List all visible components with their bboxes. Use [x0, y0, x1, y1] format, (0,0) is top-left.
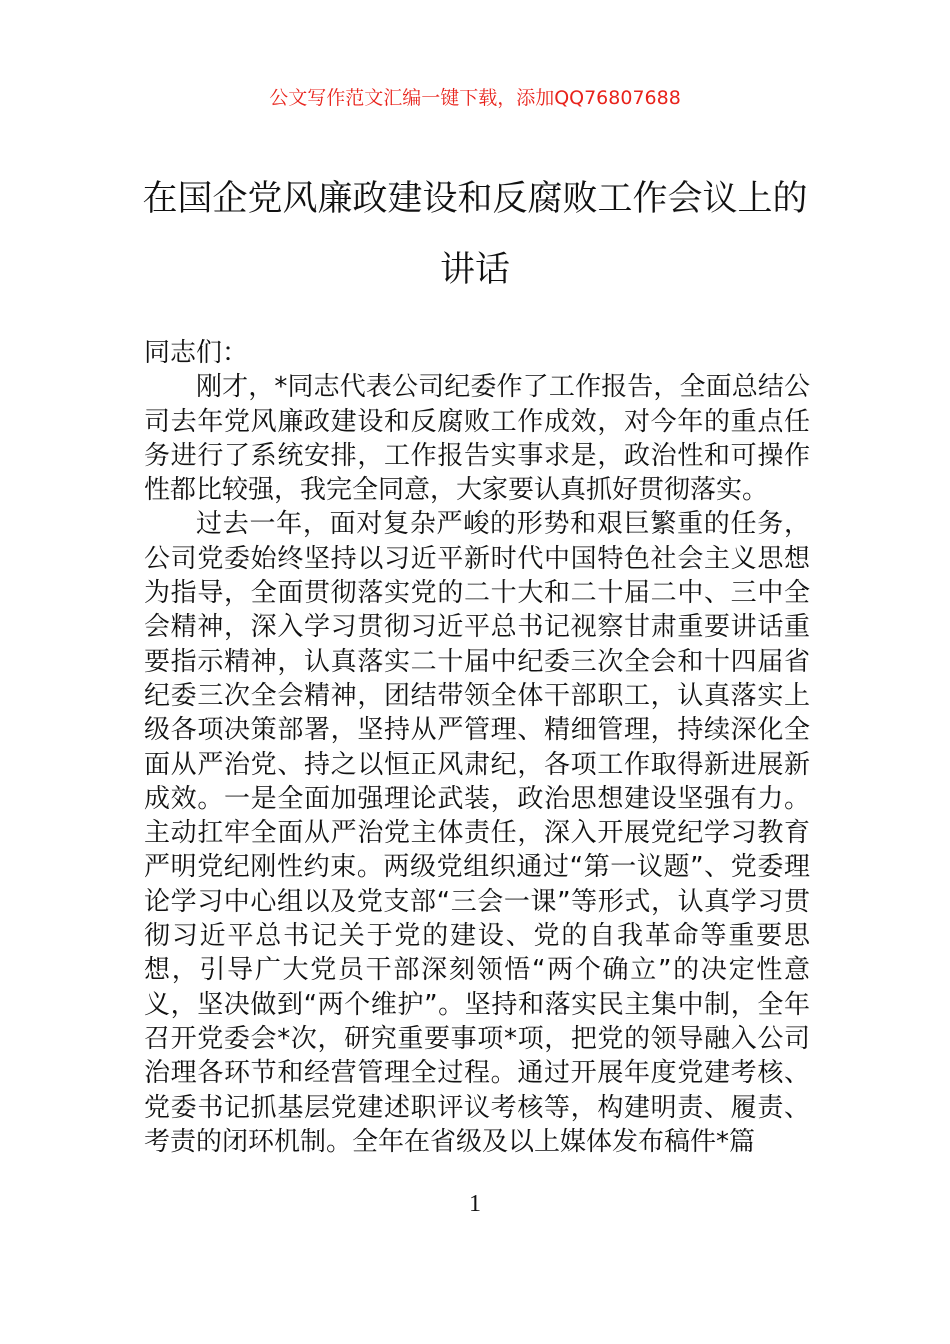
paragraph-1: 刚才，*同志代表公司纪委作了工作报告，全面总结公司去年党风廉政建设和反腐败工作成效，对今年的重点任务进行了系统安排，工作报告实事求是，政治性和可操作性都比较强，我完全同意，大家要认真抓好贯彻落实。: [144, 372, 810, 506]
salutation: 同志们：: [144, 338, 249, 368]
document-title: 在国企党风廉政建设和反腐败工作会议上的讲话: [142, 179, 808, 290]
header-banner: 公文写作范文汇编一键下载，添加QQ76807688: [269, 87, 681, 109]
page-number: 1: [469, 1191, 481, 1217]
paragraph-2: 过去一年，面对复杂严峻的形势和艰巨繁重的任务，公司党委始终坚持以习近平新时代中国特色社会主义思想为指导，全面贯彻落实党的二十大和二十届二中、三中全会精神，深入学习贯彻习近平总书记视察甘肃重要讲话重要指示精神，认真落实二十届中纪委三次全会和十四届省纪委三次全会精神，团结带领全体干部职工，认真落实上级各项决策部署，坚持从严管理、精细管理，持续深化全面从严治党、持之以恒正风肃纪，各项工作取得新进展新成效。一是全面加强理论武装，政治思想建设坚强有力。主动扛牢全面从严治党主体责任，深入开展党纪学习教育严明党纪刚性约束。两级党组织通过“第一议题”、党委理论学习中心组以及党支部“三会一课”等形式，认真学习贯彻习近平总书记关于党的建设、党的自我革命等重要思想，引导广大党员干部深刻领悟“两个确立”的决定性意义，坚决做到“两个维护”。坚持和落实民主集中制，全年召开党委会*次，研究重要事项*项，把党的领导融入公司治理各环节和经营管理全过程。通过开展年度党建考核、党委书记抓基层党建述职评议考核等，构建明责、履责、考责的闭环机制。全年在省级及以上媒体发布稿件*篇: [144, 509, 810, 1157]
document-body: [144, 336, 810, 1159]
